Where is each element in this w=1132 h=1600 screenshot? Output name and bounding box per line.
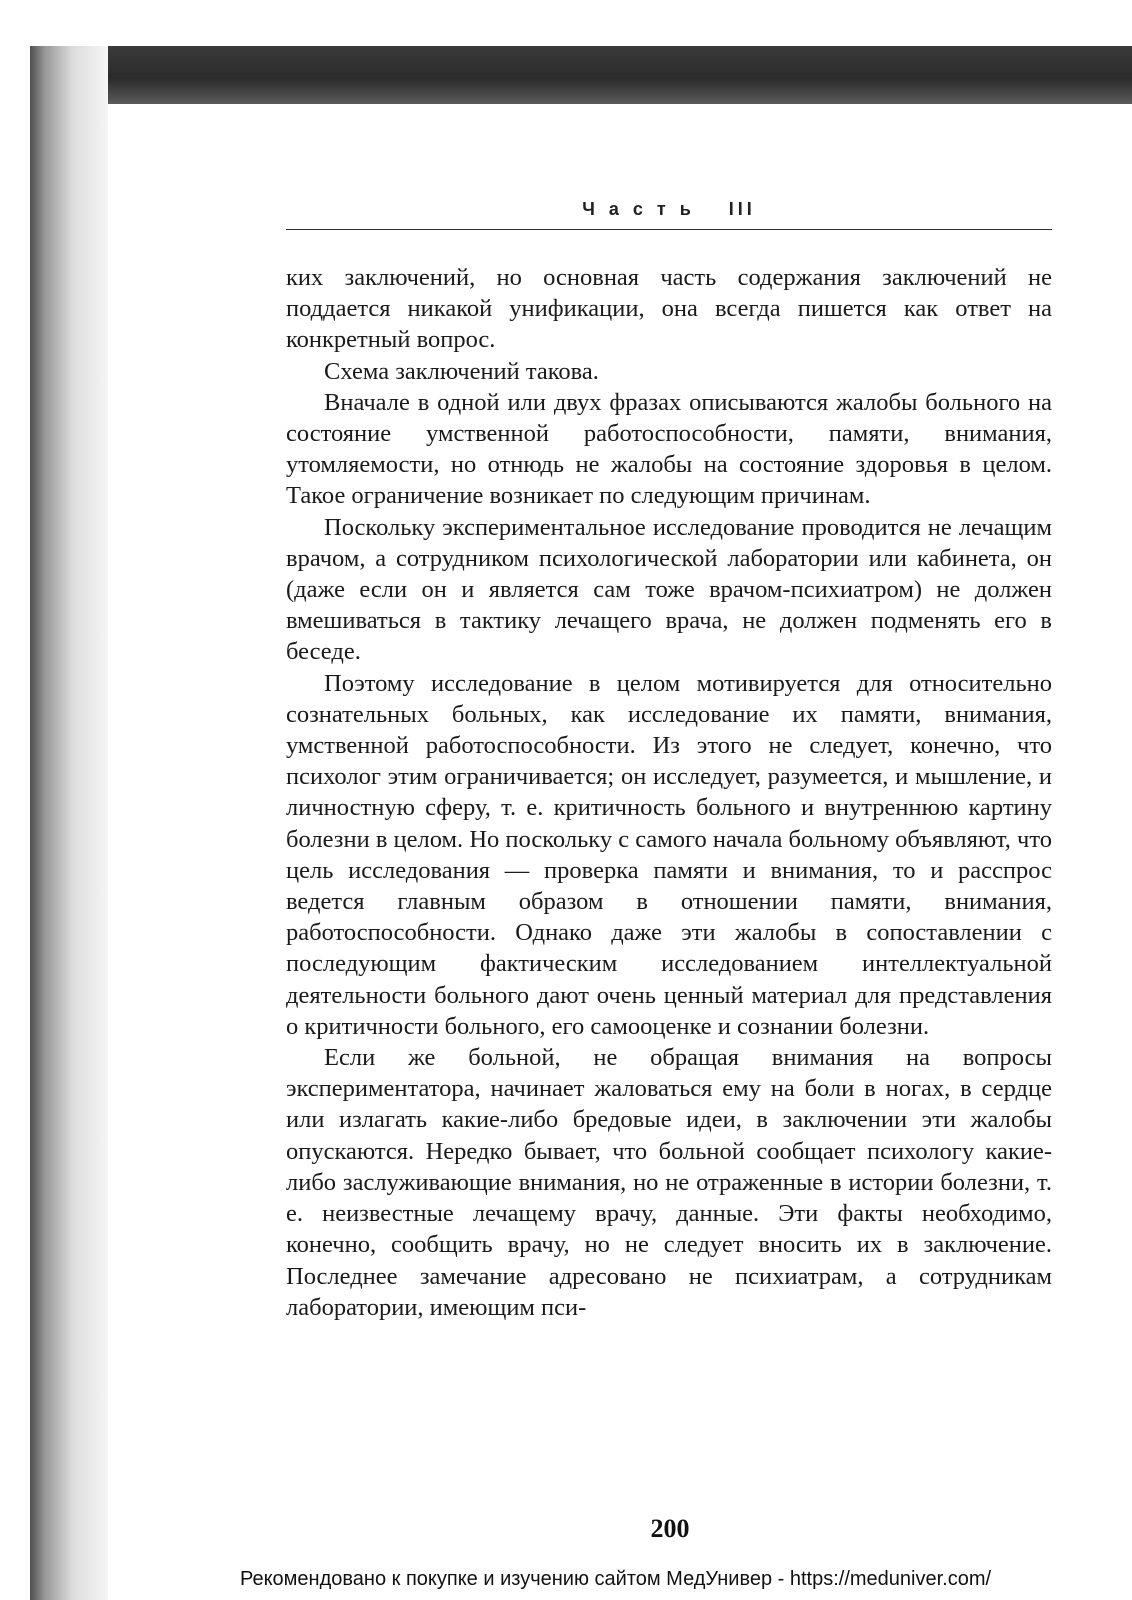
footer-watermark-text: Рекомендовано к покупке и изучению сайтом МедУнивер - https://meduniver.com/ xyxy=(240,1568,992,1590)
running-head-part-word: Часть xyxy=(582,199,705,219)
paragraph: Если же больной, не обращая внимания на вопросы экспериментатора, начинает жаловаться ему на боли в ногах, в сердце или излагать какие-либо бредовые идеи, в заключении эти жалобы опускаются. Нередко бывает, что больной сообщает психологу какие-либо заслуживающие внимания, но не отраженные в истории болезни, т. е. неизвестные лечащему врачу, данные. Эти факты необходимо, конечно, сообщить врачу, но не следует вносить их в заключение. Последнее замечание адресовано не психиатрам, а сотрудникам лаборатории, имеющим пси- xyxy=(286,1044,1052,1321)
scan-shadow-top xyxy=(30,46,1132,104)
paragraph: Вначале в одной или двух фразах описываются жалобы больного на состояние умственной работоспособности, памяти, внимания, утомляемости, но отнюдь не жалобы на состояние здоровья в целом. Такое ограничение возникает по следующим причинам. xyxy=(286,388,1052,510)
running-head xyxy=(286,199,1052,229)
paragraph: Поэтому исследование в целом мотивируется для относительно сознательных больных, как исследование их памяти, внимания, умственной работоспособности. Из этого не следует, конечно, что психолог этим ограничивается; он исследует, разумеется, и мышление, и личностную сферу, т. е. критичность больного и внутреннюю картину болезни в целом. Но поскольку с самого начала больному объявляют, что цель исследования — проверка памяти и внимания, то и расспрос ведется главным образом в отношении памяти, внимания, работоспособности. Однако даже эти жалобы в сопоставлении с последующим фактическим исследованием интеллектуальной деятельности больного дают очень ценный материал для представления о критичности больного, его самооценке и сознании болезни. xyxy=(286,669,1052,1040)
body-text xyxy=(286,262,1052,1323)
page-number: 200 xyxy=(650,1514,690,1543)
paragraph: Схема заключений такова. xyxy=(324,357,599,385)
running-head-part-number: III xyxy=(728,199,756,219)
paragraph: Поскольку экспериментальное исследование проводится не лечащим врачом, а сотрудником психологической лаборатории или кабинета, он (даже если он и является сам тоже врачом-психиатром) не должен вмешиваться в тактику лечащего врача, не должен подменять его в беседе. xyxy=(286,513,1052,666)
header-rule xyxy=(286,229,1052,230)
paragraph: ких заключений, но основная часть содержания заключений не поддается никакой унификации, она всегда пишется как ответ на конкретный вопрос. xyxy=(286,264,1052,354)
scan-shadow-binding xyxy=(30,46,108,1600)
scan-margin xyxy=(0,0,30,1600)
